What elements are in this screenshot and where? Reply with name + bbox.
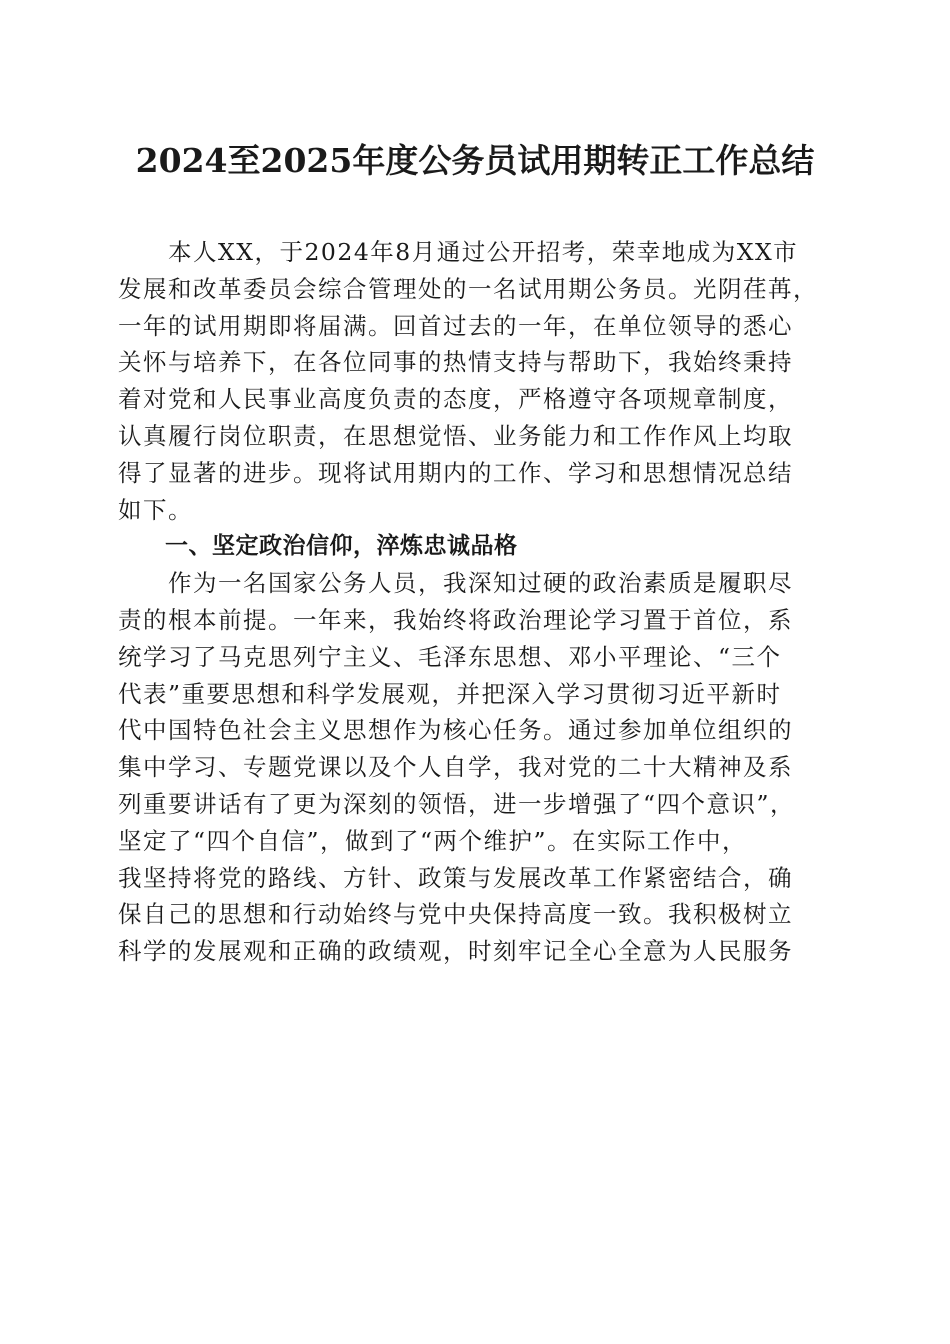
section-heading: 一、坚定政治信仰，淬炼忠诚品格 (118, 533, 518, 560)
paragraph-line: 本人XX，于2024年8月通过公开招考，荣幸地成为XX市 (118, 238, 799, 266)
document-title: 2024至2025年度公务员试用期转正工作总结 (135, 141, 815, 180)
paragraph-line: 作为一名国家公务人员，我深知过硬的政治素质是履职尽 (118, 569, 793, 598)
paragraph-line: 代中国特色社会主义思想作为核心任务。通过参加单位组织的 (118, 716, 793, 745)
paragraph-line: 保自己的思想和行动始终与党中央保持高度一致。我积极树立 (118, 900, 793, 929)
paragraph-line: 列重要讲话有了更为深刻的领悟，进一步增强了“四个意识”， (118, 789, 796, 818)
paragraph-line: 我坚持将党的路线、方针、政策与发展改革工作紧密结合，确 (118, 863, 793, 892)
paragraph-line: 集中学习、专题党课以及个人自学，我对党的二十大精神及系 (118, 753, 793, 782)
paragraph-line: 坚定了“四个自信”，做到了“两个维护”。在实际工作中， (118, 826, 748, 855)
paragraph-line: 着对党和人民事业高度负责的态度，严格遵守各项规章制度， (118, 385, 793, 414)
paragraph-line: 代表”重要思想和科学发展观，并把深入学习贯彻习近平新时 (118, 679, 782, 708)
paragraph-line: 关怀与培养下，在各位同事的热情支持与帮助下，我始终秉持 (118, 348, 793, 377)
document-body (118, 234, 834, 970)
paragraph-line: 科学的发展观和正确的政绩观，时刻牢记全心全意为人民服务 (118, 937, 793, 966)
paragraph-line: 统学习了马克思列宁主义、毛泽东思想、邓小平理论、“三个 (118, 642, 782, 671)
paragraph-line: 责的根本前提。一年来，我始终将政治理论学习置于首位，系 (118, 605, 793, 634)
paragraph-line: 认真履行岗位职责，在思想觉悟、业务能力和工作作风上均取 (118, 421, 793, 450)
paragraph-line: 得了显著的进步。现将试用期内的工作、学习和思想情况总结 (118, 458, 793, 487)
paragraph-line: 发展和改革委员会综合管理处的一名试用期公务员。光阴荏苒， (118, 274, 818, 303)
paragraph-line: 一年的试用期即将届满。回首过去的一年，在单位领导的悉心 (118, 311, 793, 340)
paragraph-line: 如下。 (118, 495, 193, 524)
